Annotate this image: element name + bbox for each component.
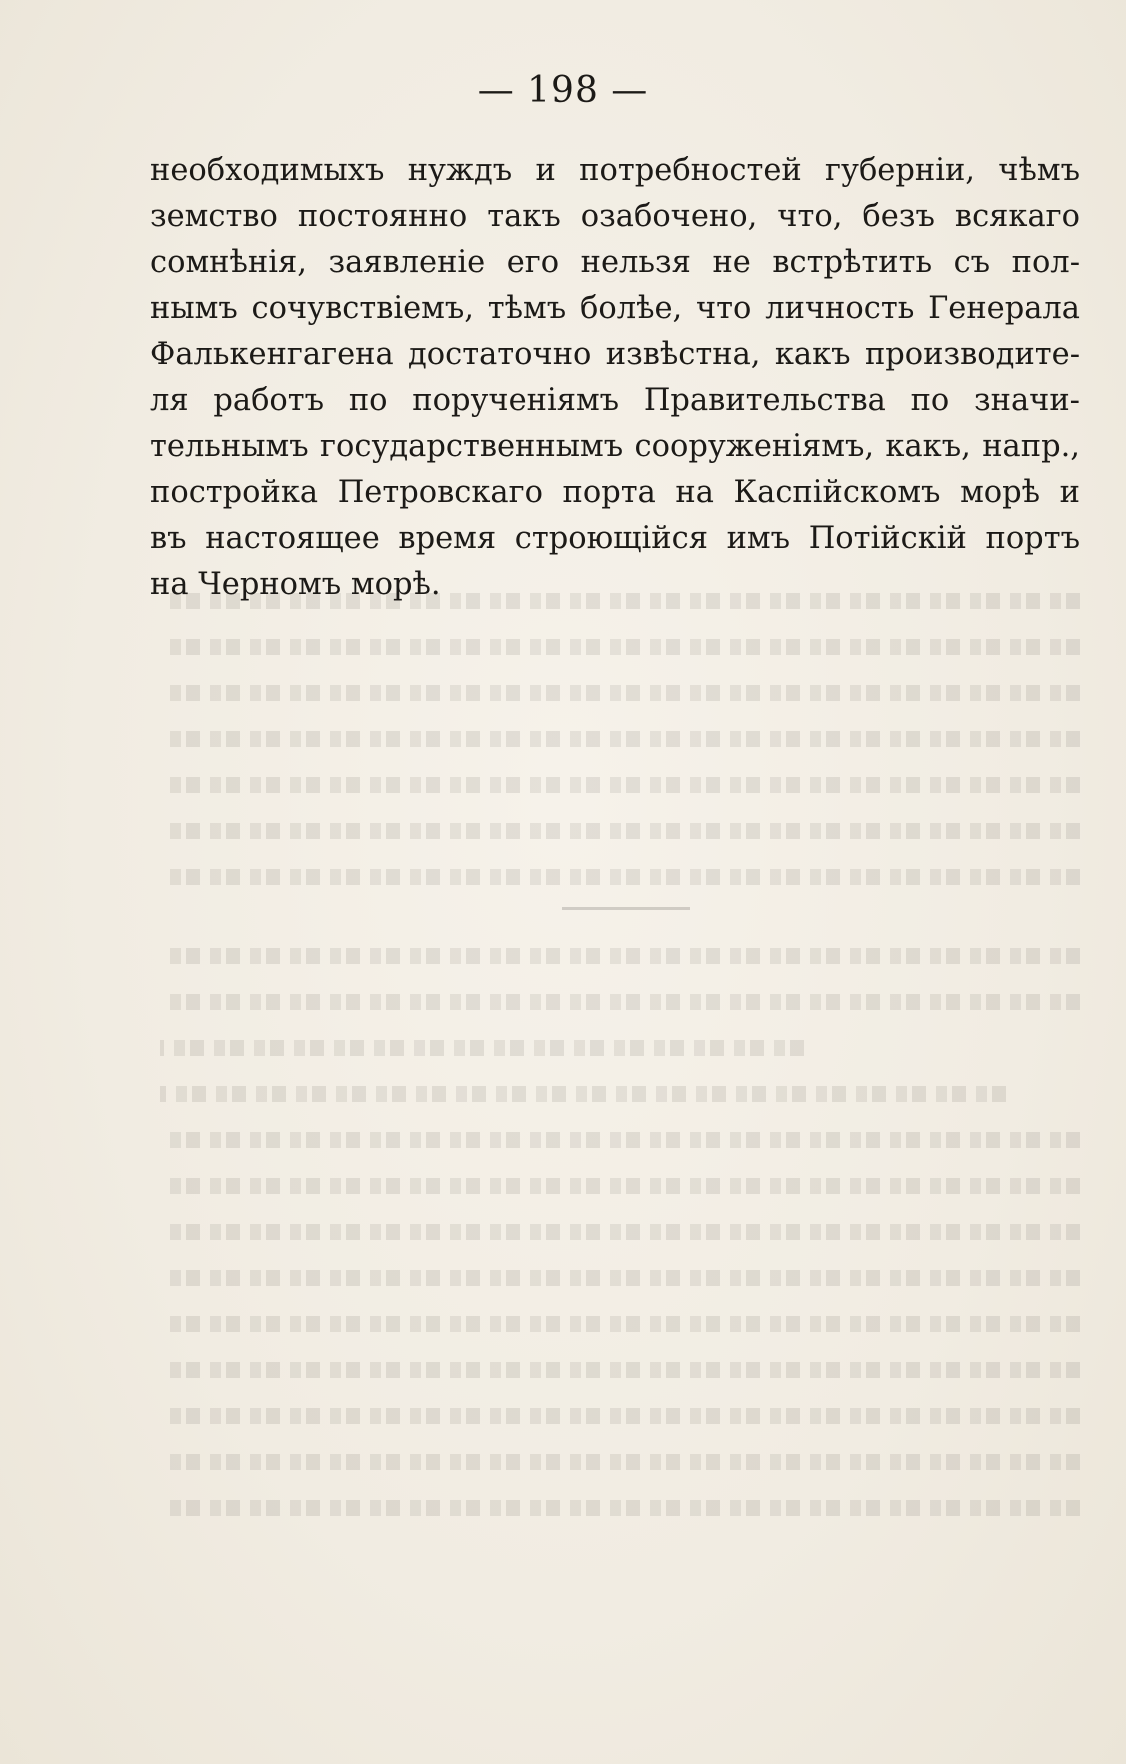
text-line: сомнѣнія, заявленіе его нельзя не встрѣтить съ пол-	[150, 245, 1080, 280]
text-line: Фалькенгагена достаточно извѣстна, какъ производите-	[150, 337, 1080, 372]
body-paragraph	[150, 148, 1080, 608]
text-line: ля работъ по порученіямъ Правительства по значи-	[150, 383, 1080, 418]
text-line: на Черномъ морѣ.	[150, 567, 441, 602]
reverse-side-bleed-through	[160, 575, 1080, 1575]
text-line: тельнымъ государственнымъ сооруженіямъ, какъ, напр.,	[150, 429, 1080, 464]
text-line: въ настоящее время строющійся имъ Потійскій портъ	[150, 521, 1080, 556]
text-line: постройка Петровскаго порта на Каспійскомъ морѣ и	[150, 475, 1080, 510]
text-line: необходимыхъ нуждъ и потребностей губерніи, чѣмъ	[150, 153, 1080, 188]
page-number: — 198 —	[477, 70, 649, 111]
text-line: земство постоянно такъ озабочено, что, безъ всякаго	[150, 199, 1080, 234]
text-line: нымъ сочувствіемъ, тѣмъ болѣе, что личность Генерала	[150, 291, 1080, 326]
